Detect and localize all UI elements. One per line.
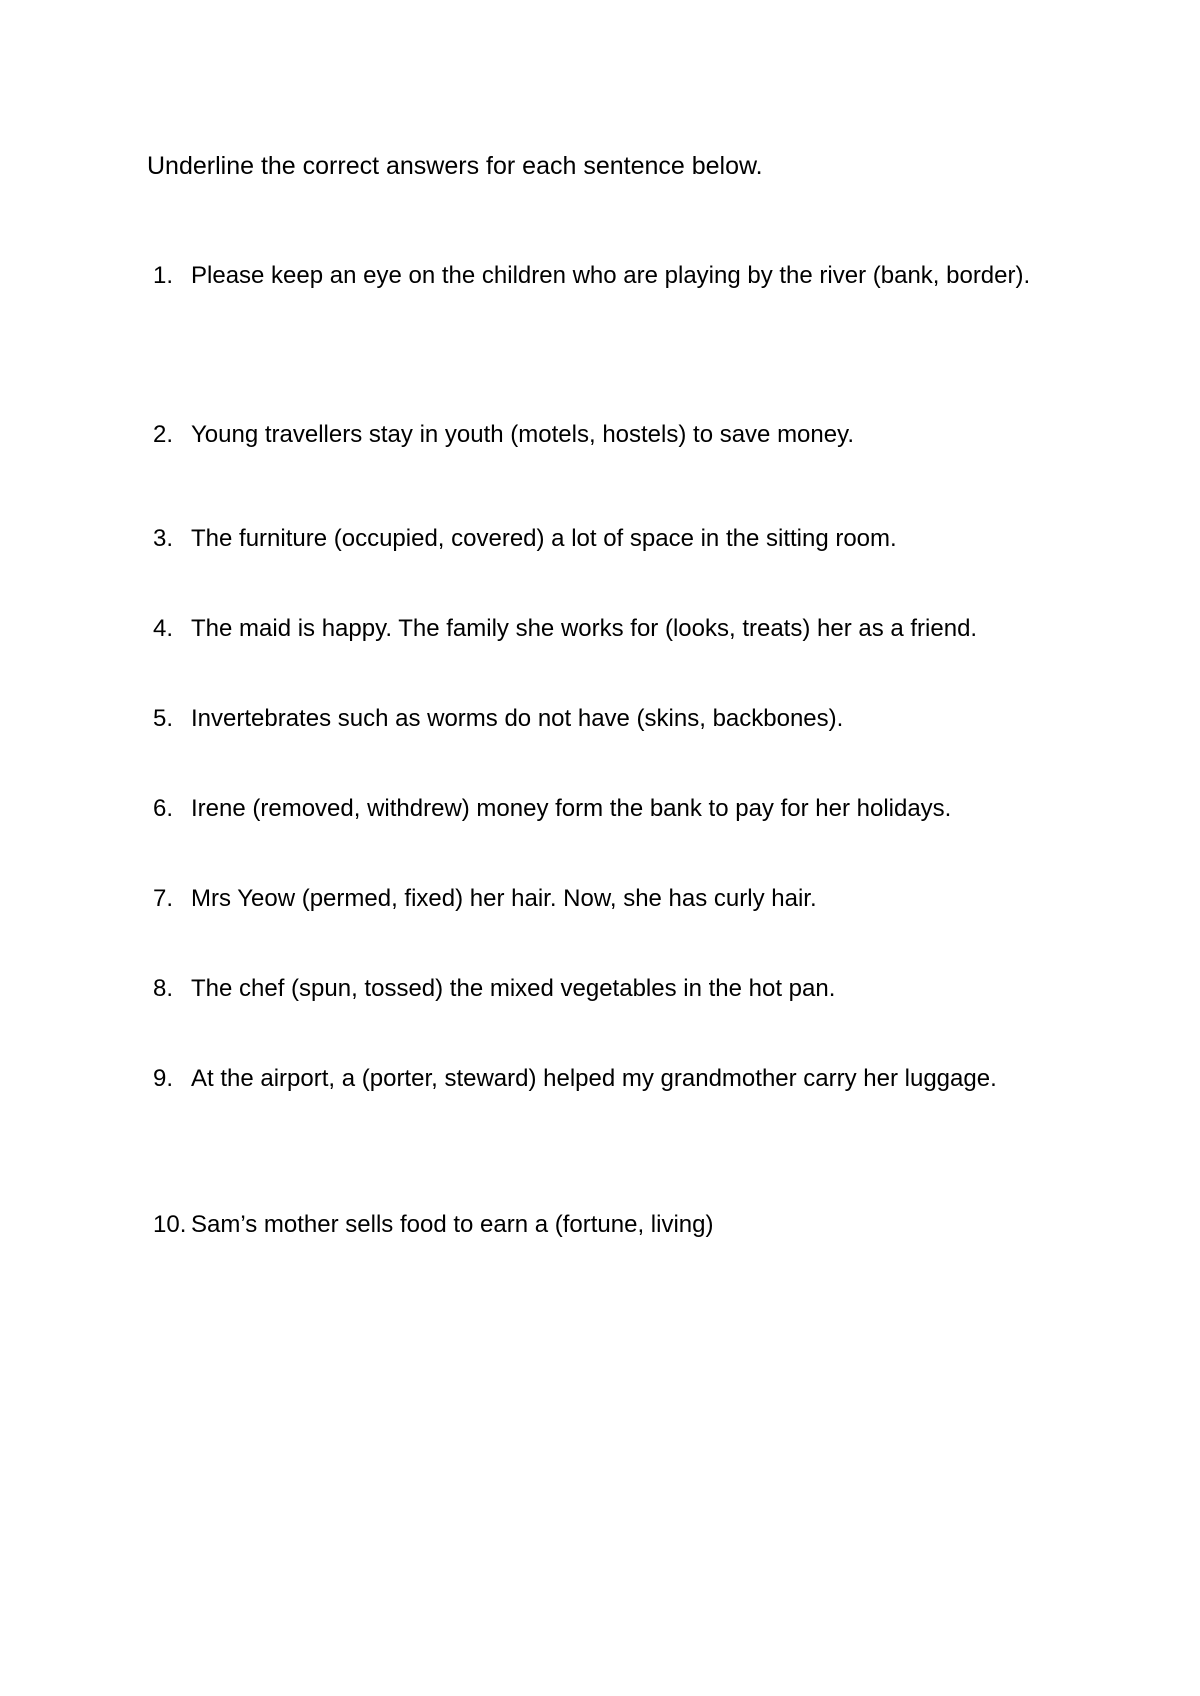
question-number: 5. bbox=[153, 705, 174, 732]
question-number: 7. bbox=[153, 885, 174, 912]
question-text: The furniture (occupied, covered) a lot of space in the sitting room. bbox=[191, 525, 897, 552]
question-number: 10. bbox=[153, 1211, 187, 1238]
question-text: The maid is happy. The family she works for (looks, treats) her as a friend. bbox=[191, 615, 978, 642]
question-text: Young travellers stay in youth (motels, hostels) to save money. bbox=[191, 421, 854, 448]
question-number: 4. bbox=[153, 615, 174, 642]
question-text: Mrs Yeow (permed, fixed) her hair. Now, she has curly hair. bbox=[191, 885, 817, 912]
question-text: Irene (removed, withdrew) money form the bank to pay for her holidays. bbox=[191, 795, 952, 822]
question-number: 2. bbox=[153, 421, 174, 448]
question-text: Please keep an eye on the children who are playing by the river (bank, border). bbox=[191, 262, 1031, 289]
question-number: 1. bbox=[153, 262, 174, 289]
question-number: 8. bbox=[153, 975, 174, 1002]
question-number: 3. bbox=[153, 525, 174, 552]
question-number: 9. bbox=[153, 1065, 174, 1092]
question-text: Sam’s mother sells food to earn a (fortune, living) bbox=[191, 1211, 714, 1238]
question-text: The chef (spun, tossed) the mixed vegetables in the hot pan. bbox=[191, 975, 836, 1002]
worksheet-instruction: Underline the correct answers for each sentence below. bbox=[147, 152, 763, 180]
question-number: 6. bbox=[153, 795, 174, 822]
question-text: At the airport, a (porter, steward) helped my grandmother carry her luggage. bbox=[191, 1065, 997, 1092]
question-text: Invertebrates such as worms do not have (skins, backbones). bbox=[191, 705, 844, 732]
